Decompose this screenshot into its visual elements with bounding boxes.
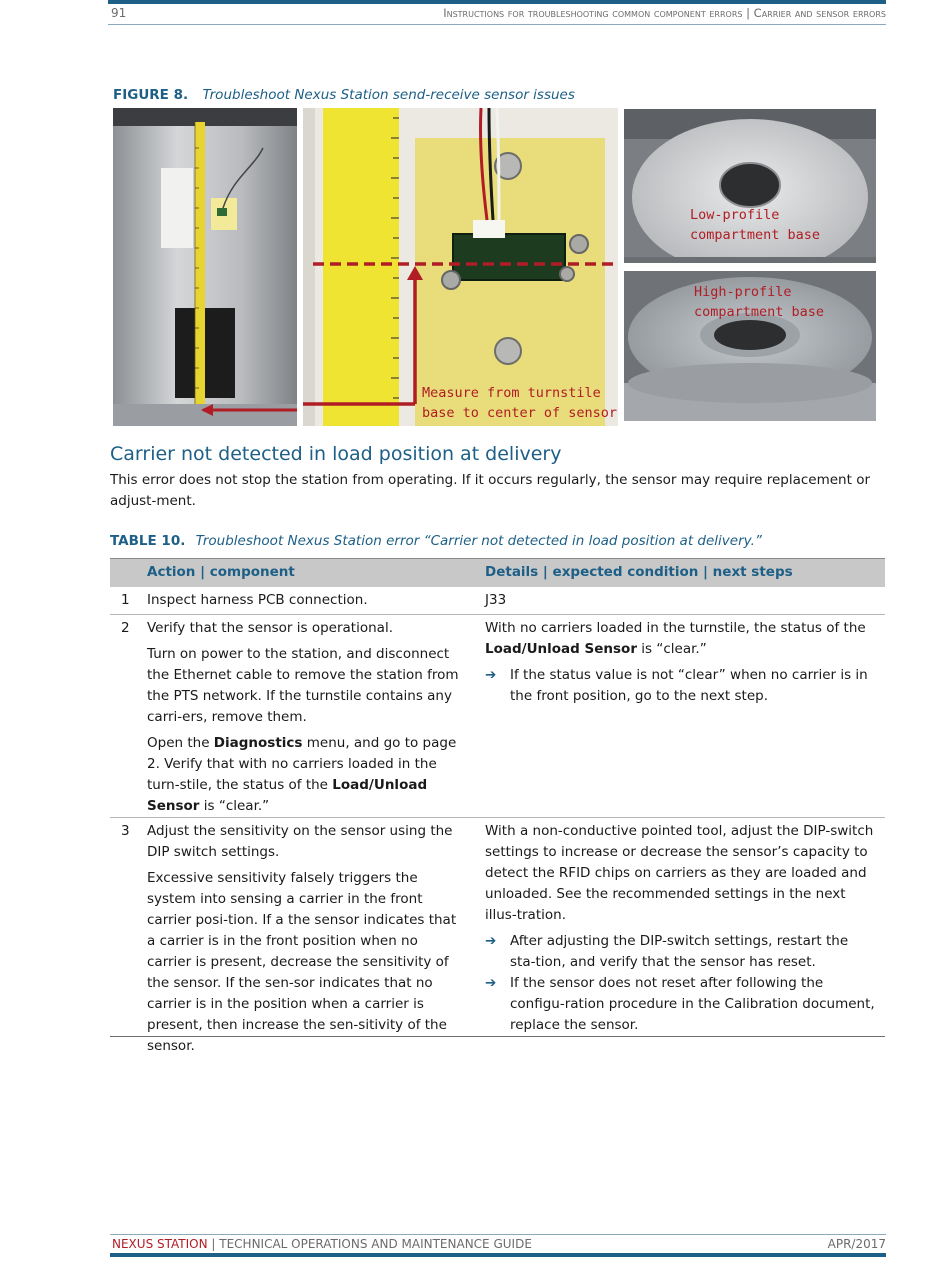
row-action [147, 618, 465, 822]
action-step: Excessive sensitivity falsely triggers the system into sensing a carrier in the front carrier posi-tion. If a the sensor indicates that a carrier is in the front position when no carrier is present, decrease the sensitivity of the sensor. If the sen-sor indicates that no carrier is in the position when a carrier is present, then increase the sen-sitivity of the sensor. [147, 870, 457, 1054]
footer-rule [110, 1253, 886, 1257]
figure-title: Troubleshoot Nexus Station send-receive sensor issues [202, 87, 575, 103]
details-text: With a non-conductive pointed tool, adjust the DIP-switch settings to increase or decrease the sensor’s capacity to detect the RFID chips on carriers as they are loaded and unloaded. See the recommended settings in the next illus-tration. [485, 823, 874, 923]
table-caption [110, 533, 762, 549]
section-heading: Carrier not detected in load position at delivery [110, 443, 562, 465]
row-action [147, 821, 465, 1062]
annotation-high-profile: High-profile compartment base [694, 284, 825, 320]
text-run: menu, and go to page 2. Verify that with no carriers loaded in the turn-stile, the status of the [147, 735, 457, 793]
table-row [110, 587, 885, 615]
table-title: Troubleshoot Nexus Station error “Carrier not detected in load position at delivery.” [195, 533, 762, 549]
footer-brand: NEXUS STATION [112, 1237, 208, 1251]
photo-sensor-closeup [303, 108, 618, 426]
running-head: Instructions for troubleshooting common component errors | Carrier and sensor errors [443, 6, 886, 20]
next-step-item [485, 931, 877, 973]
next-step-text: If the sensor does not reset after following the configu-ration procedure in the Calibration document, replace the sensor. [510, 975, 875, 1033]
table-row [110, 818, 885, 1054]
next-step-item [485, 665, 877, 707]
arrow-right-icon: ➔ [485, 975, 497, 991]
annotation-measure: Measure from turnstile base to center of sensor [422, 385, 618, 421]
action-summary: Adjust the sensitivity on the sensor using the DIP switch settings. [147, 823, 453, 860]
section-intro: This error does not stop the station from operating. If it occurs regularly, the sensor may require replacement or adjust-ment. [110, 472, 871, 509]
next-step-text: After adjusting the DIP-switch settings, restart the sta-tion, and verify that the sensor has reset. [510, 933, 849, 970]
action-step: Turn on power to the station, and disconnect the Ethernet cable to remove the station from the PTS network. If the turnstile contains any carri-ers, remove them. [147, 646, 459, 725]
row-action: Inspect harness PCB connection. [147, 592, 368, 608]
sensor-closeup-image [303, 108, 618, 426]
table-row [110, 615, 885, 818]
text-run: is “clear.” [637, 641, 707, 657]
figure-caption [113, 87, 575, 103]
text-run: Open the [147, 735, 214, 751]
header-rule-thin [108, 24, 886, 25]
row-details [485, 821, 877, 1036]
footer-subtitle: | TECHNICAL OPERATIONS AND MAINTENANCE GUIDE [207, 1237, 532, 1251]
next-step-item [485, 973, 877, 1036]
row-number: 3 [121, 823, 130, 839]
row-details [485, 618, 877, 707]
table-header-row [110, 558, 885, 587]
troubleshooting-table [110, 558, 885, 1054]
footer-date: APR/2017 [827, 1237, 886, 1251]
table-label: TABLE 10. [110, 533, 186, 549]
text-run: is “clear.” [199, 798, 270, 814]
row-number: 2 [121, 620, 130, 636]
photo-station-enclosure [113, 108, 297, 426]
row-details: J33 [485, 592, 507, 608]
sensor-name-bold: Load/Unload Sensor [485, 641, 637, 657]
figure-label: FIGURE 8. [113, 87, 189, 103]
arrow-right-icon: ➔ [485, 933, 497, 949]
action-step [147, 733, 465, 817]
next-step-text: If the status value is not “clear” when no carrier is in the front position, go to the next step. [510, 667, 868, 704]
page-number: 91 [111, 6, 127, 20]
footer-rule-thin [110, 1234, 886, 1235]
row-number: 1 [121, 592, 130, 608]
column-header-details: Details | expected condition | next steps [485, 564, 793, 580]
sensor-name-bold: Load/Unload Sensor [147, 777, 428, 814]
footer-title [112, 1237, 532, 1251]
column-header-action: Action | component [147, 564, 295, 580]
text-run: With no carriers loaded in the turnstile, the status of the [485, 620, 866, 636]
annotation-low-profile: Low-profile compartment base [690, 207, 821, 243]
header-rule [108, 0, 886, 4]
menu-name-bold: Diagnostics [213, 735, 303, 751]
details-text [485, 618, 877, 660]
action-summary: Verify that the sensor is operational. [147, 620, 393, 636]
arrow-right-icon: ➔ [485, 667, 497, 683]
station-enclosure-image [113, 108, 297, 426]
